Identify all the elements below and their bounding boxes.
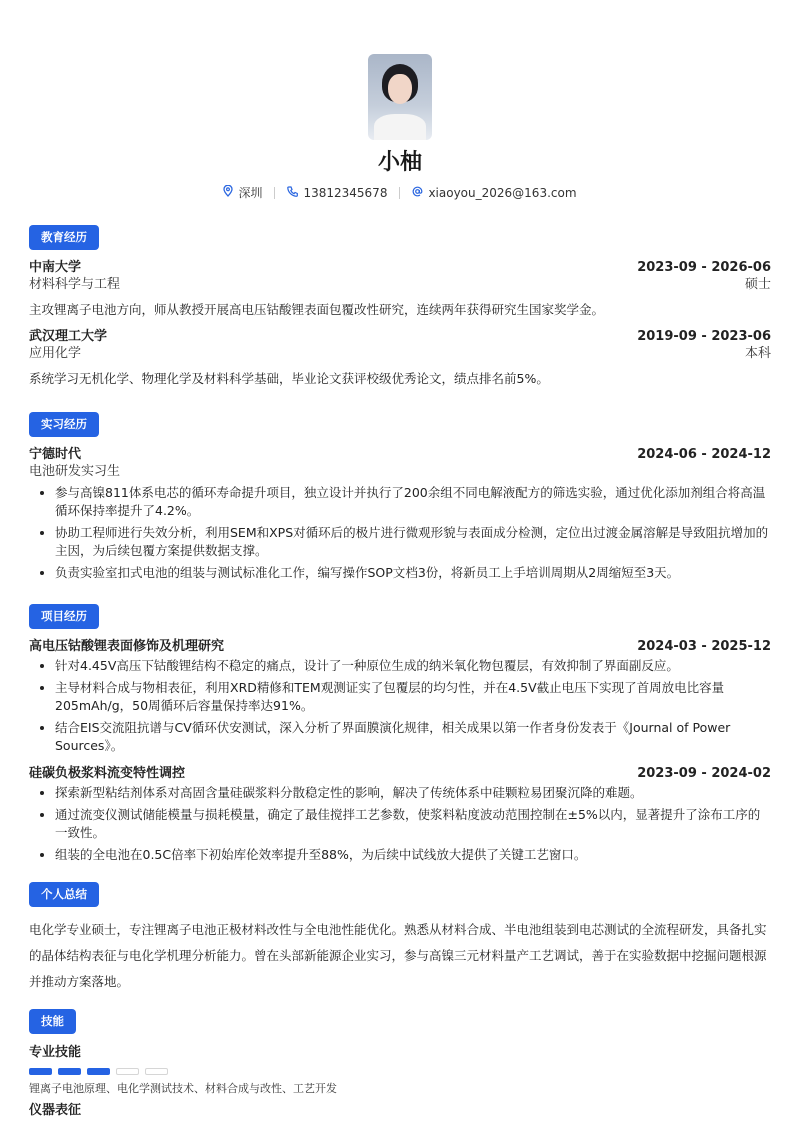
education-entry [29,259,771,319]
skill-description: 锂离子电池原理、电化学测试技术、材料合成与改性、工艺开发 [29,1082,337,1095]
skill-item [29,1102,771,1120]
bullet-item: • 通过流变仪测试储能模量与损耗模量，确定了最佳搅拌工艺参数，使浆料粘度波动范围控制在±5%以内，显著提升了涂布工序的一致性。 [55,806,771,842]
divider [274,187,275,199]
bullet-item: • 探索新型粘结剂体系对高固含量硅碳浆料分散稳定性的影响，解决了传统体系中硅颗粒易团聚沉降的难题。 [55,784,771,802]
avatar [368,54,432,140]
contact-phone [287,186,387,200]
level-segment-filled [58,1068,81,1075]
location-text: 深圳 [238,186,263,200]
internship-section [29,388,771,582]
education-description: 主攻锂离子电池方向，师从教授开展高电压钴酸锂表面包覆改性研究，连续两年获得研究生国家奖学金。 [29,302,605,317]
degree: 硕士 [744,277,771,292]
level-segment-filled [87,1068,110,1075]
summary-text: 电化学专业硕士，专注锂离子电池正极材料改性与全电池性能优化。熟悉从材料合成、半电池组装到电芯测试的全流程研发，具备扎实的晶体结构表征与电化学机理分析能力。曾在头部新能源企业实习，参与高镍三元材料量产工艺调试，善于在实验数据中挖掘问题根源并推动方案落地。 [29,922,767,989]
bullet-item: • 组装的全电池在0.5C倍率下初始库伦效率提升至88%，为后续中试线放大提供了关键工艺窗口。 [55,846,771,864]
project-name: 高电压钴酸锂表面修饰及机理研究 [29,639,225,654]
contact-email [412,186,576,200]
skill-level-bar [29,1068,771,1075]
at-icon [412,186,423,200]
bullet-item: • 结合EIS交流阻抗谱与CV循环伏安测试，深入分析了界面膜演化规律，相关成果以第一作者身份发表于《Journal of Power Sources》。 [55,719,771,755]
level-segment-empty [116,1068,139,1075]
bullet-item: • 协助工程师进行失效分析，利用SEM和XPS对循环后的极片进行微观形貌与表面成分检测，定位出过渡金属溶解是导致阻抗增加的主因，为后续包覆方案提供数据支撑。 [55,524,771,560]
internship-entry [29,446,771,582]
date-range: 2023-09 - 2024-02 [637,766,771,781]
bullet-list [29,484,771,582]
phone-text: 13812345678 [303,185,388,200]
major: 应用化学 [29,346,82,361]
major: 材料科学与工程 [29,277,121,292]
skills-section [29,995,771,1120]
job-role: 电池研发实习生 [29,464,121,479]
date-range: 2024-06 - 2024-12 [637,447,771,462]
map-pin-icon [223,185,233,200]
project-name: 硅碳负极浆料流变特性调控 [29,766,186,781]
bullet-item: • 参与高镍811体系电芯的循环寿命提升项目，独立设计并执行了200余组不同电解液配方的筛选实验，通过优化添加剂组合将高温循环保持率提升了4.2%。 [55,484,771,520]
email-text: xiaoyou_2026@163.com [428,185,577,200]
section-title-internship: 实习经历 [29,412,99,437]
contact-location [223,184,262,201]
phone-icon [287,186,298,200]
bullet-item: • 针对4.45V高压下钴酸锂结构不稳定的痛点，设计了一种原位生成的纳米氧化物包覆层，有效抑制了界面副反应。 [55,657,771,675]
date-range: 2023-09 - 2026-06 [637,260,771,275]
company-name: 宁德时代 [29,447,82,462]
level-segment-empty [145,1068,168,1075]
skill-item [29,1044,771,1096]
skill-name: 专业技能 [29,1045,82,1060]
summary-section [29,868,771,995]
skill-name: 仪器表征 [29,1103,82,1118]
projects-section [29,586,771,864]
bullet-list [29,784,771,864]
candidate-name: 小柚 [377,150,422,175]
date-range: 2024-03 - 2025-12 [637,639,771,654]
school-name: 武汉理工大学 [29,329,108,344]
bullet-item: • 主导材料合成与物相表征，利用XRD精修和TEM观测证实了包覆层的均匀性，并在4.5V截止电压下实现了首周放电比容量205mAh/g，50周循环后容量保持率达91%。 [55,679,771,715]
education-section [29,201,771,388]
section-title-skills: 技能 [29,1009,76,1034]
section-title-projects: 项目经历 [29,604,99,629]
project-entry [29,765,771,864]
education-description: 系统学习无机化学、物理化学及材料科学基础，毕业论文获评校级优秀论文，绩点排名前5%。 [29,371,549,386]
bullet-item: • 负责实验室扣式电池的组装与测试标准化工作，编写操作SOP文档3份，将新员工上手培训周期从2周缩短至3天。 [55,564,771,582]
divider [399,187,400,199]
education-entry [29,328,771,388]
project-entry [29,638,771,755]
section-title-education: 教育经历 [29,225,99,250]
date-range: 2019-09 - 2023-06 [637,329,771,344]
section-title-summary: 个人总结 [29,882,99,907]
degree: 本科 [744,346,771,361]
school-name: 中南大学 [29,260,82,275]
level-segment-filled [29,1068,52,1075]
contact-info [29,184,771,201]
bullet-list [29,657,771,755]
resume-header [29,0,771,201]
